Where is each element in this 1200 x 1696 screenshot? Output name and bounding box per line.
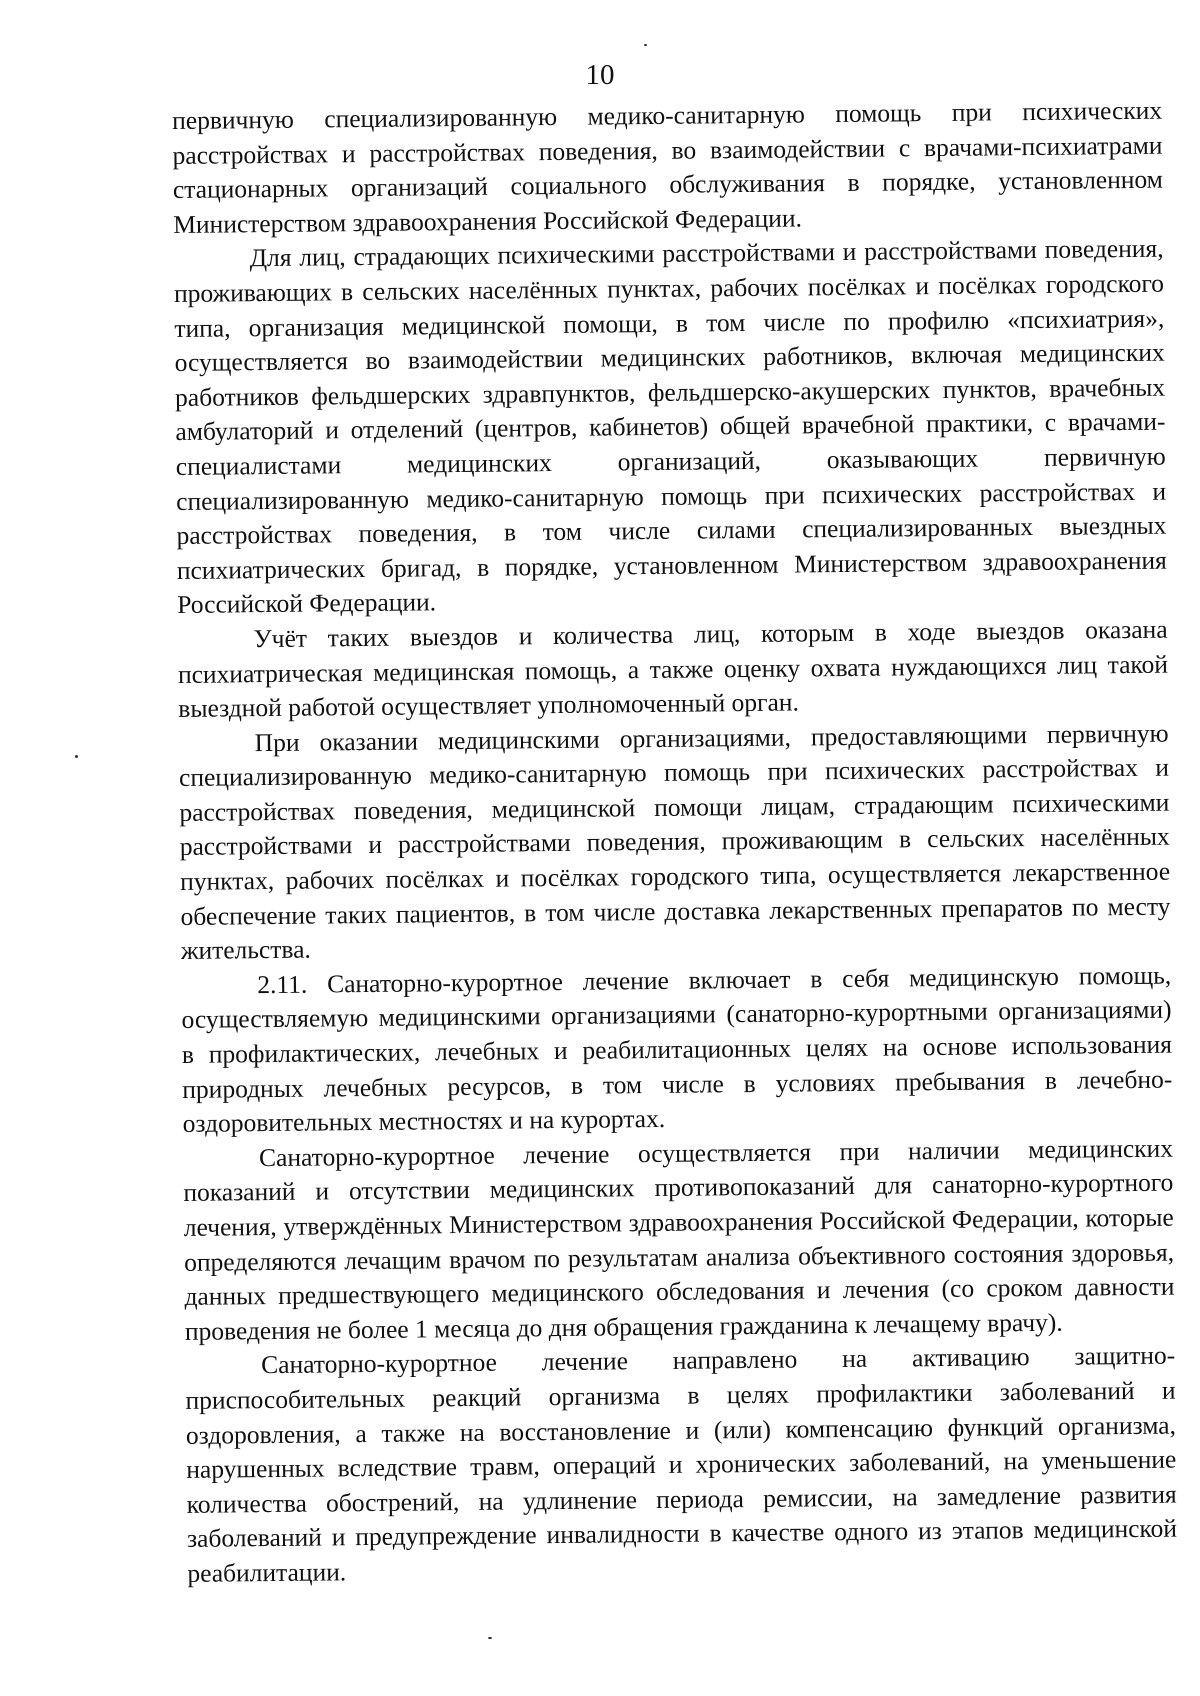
scan-speck	[644, 44, 647, 46]
paragraph-continuation: первичную специализированную медико-санитарную помощь при психических расстройствах и расстройствах поведения, во взаимодействии с врачами-психиатрами стационарных организаций социального обслуживания в порядке, установленном Министерством здравоохранения Российской Федерации.	[172, 95, 1163, 239]
page-number: 10	[585, 59, 615, 91]
paragraph-rural-psychiatric-care: Для лиц, страдающих психическими расстройствами и расстройствами поведения, проживающих в сельских населённых пунктах, рабочих посёлках и посёлках городского типа, организация медицинской помощи, в том числе по профилю «психиатрия», осуществляется во взаимодействии медицинских работников, включая медицинских работников фельдшерских здравпунктов, фельдшерско-акушерских пунктов, врачебных амбулаторий и отделений (центров, кабинетов) общей врачебной практики, с врачами-специалистами медицинских организаций, оказывающих первичную специализированную медико-санитарную помощь при психических расстройствах и расстройствах поведения, в том числе силами специализированных выездных психиатрических бригад, в порядке, установленном Министерством здравоохранения Российской Федерации.	[173, 234, 1167, 620]
paragraph-sanatorium-indications: Санаторно-курортное лечение осуществляется при наличии медицинских показаний и отсутствии медицинских противопоказаний для санаторно-курортного лечения, утверждённых Министерством здравоохранения Российской Федерации, которые определяются лечащим врачом по результатам анализа объективного состояния здоровья, данных предшествующего медицинского обследования и лечения (со сроком давности проведения не более 1 месяца до дня обращения гражданина к лечащему врачу).	[183, 1133, 1175, 1346]
paragraph-visits-accounting: Учёт таких выездов и количества лиц, которым в ходе выездов оказана психиатрическая медицинская помощь, а также оценку охвата нуждающихся лиц такой выездной работой осуществляет уполномоченный орган.	[177, 614, 1169, 724]
scan-speck	[488, 1637, 492, 1639]
paragraph-drug-provision: При оказании медицинскими организациями, предоставляющими первичную специализированную медико-санитарную помощь при психических расстройствах и расстройствах поведения, медицинской помощи лицам, страдающим психическими расстройствами и расстройствами поведения, проживающим в сельских населённых пунктах, рабочих посёлках и посёлках городского типа, осуществляется лекарственное обеспечение таких пациентов, в том числе доставка лекарственных препаратов по месту жительства.	[178, 718, 1171, 966]
document-body	[172, 94, 1178, 1592]
scan-speck	[75, 755, 78, 758]
paragraph-section-2-11: 2.11. Санаторно-курортное лечение включает в себя медицинскую помощь, осуществляемую медицинскими организациями (санаторно-курортными организациями) в профилактических, лечебных и реабилитационных целях на основе использования природных лечебных ресурсов, в том числе в условиях пребывания в лечебно-оздоровительных местностях и на курортах.	[181, 960, 1173, 1139]
paragraph-sanatorium-purpose: Санаторно-курортное лечение направлено на активацию защитно-приспособительных реакций организма в целях профилактики заболеваний и оздоровления, а также на восстановление и (или) компенсацию функций организма, нарушенных вследствие травм, операций и хронических заболеваний, на уменьшение количества обострений, на удлинение периода ремиссии, на замедление развития заболеваний и предупреждение инвалидности в качестве одного из этапов медицинской реабилитации.	[185, 1340, 1178, 1588]
